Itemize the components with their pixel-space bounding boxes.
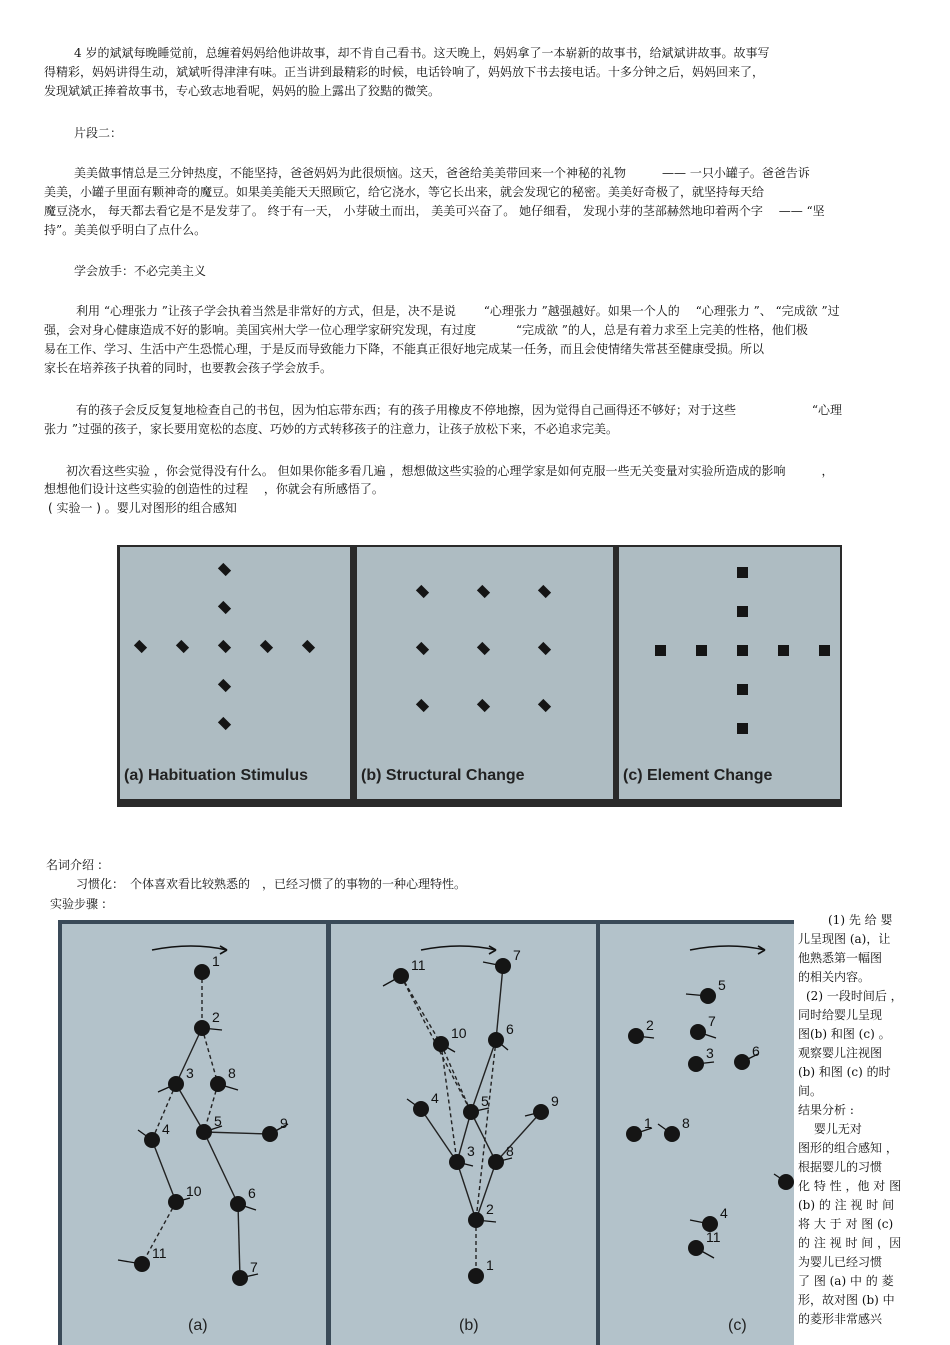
node-dot (690, 1024, 706, 1040)
node-label: 8 (682, 1115, 690, 1131)
para2-line4: 持”。美美似乎明白了点什么。 (44, 223, 207, 237)
panel-element-change (619, 547, 840, 799)
diamond-shape (218, 717, 231, 730)
node-label: 10 (186, 1183, 202, 1199)
para3-line4: 家长在培养孩子执着的同时，也要教会孩子学会放手。 (44, 361, 333, 375)
caption-structural-change: (b) Structural Change (361, 767, 525, 784)
side-line: (b) 的 注 视 时 间 (798, 1198, 895, 1212)
node-dot (688, 1240, 704, 1256)
connection-line (496, 966, 503, 1040)
diagram-b (331, 924, 596, 1345)
diamond-shape (134, 640, 147, 653)
square-shape (737, 723, 748, 734)
side-line: 间。 (798, 1084, 823, 1098)
node-dot (495, 958, 511, 974)
node-label: 1 (486, 1257, 494, 1273)
node-dot (449, 1154, 465, 1170)
side-line: 婴儿无对 (798, 1122, 862, 1136)
node-label: 10 (451, 1025, 467, 1041)
node-label: 5 (718, 977, 726, 993)
side-line: (2) 一段时间后 ， (806, 989, 903, 1003)
node-dot (700, 988, 716, 1004)
node-label: 4 (720, 1205, 728, 1221)
node-dot (168, 1194, 184, 1210)
para5-line1: 初次看这些实验 ，你会觉得没有什么。 但如果你能多看几遍 ，想想做这些实验的心理学家是如何克服一些无关变量对实验所造成的影响 ， (66, 464, 834, 478)
connection-line (496, 1112, 541, 1162)
diamond-shape (538, 642, 551, 655)
side-line: 形，故对图 (b) 中 (798, 1293, 895, 1307)
connection-line (441, 1044, 457, 1162)
node-label: 9 (551, 1093, 559, 1109)
node-label: 6 (752, 1043, 760, 1059)
para1-line2: 得精彩，妈妈讲得生动，斌斌听得津津有味。正当讲到最精彩的时候，电话铃响了，妈妈放下书去接电话。十多分钟之后，妈妈回来了， (44, 65, 765, 79)
diamond-shape (218, 679, 231, 692)
square-shape (696, 645, 707, 656)
node-dot (413, 1101, 429, 1117)
side-line: 儿呈现图 (a)，让 (798, 932, 891, 946)
caption-element-change: (c) Element Change (623, 767, 773, 784)
node-dot (210, 1076, 226, 1092)
node-dot (468, 1212, 484, 1228)
node-dot (628, 1028, 644, 1044)
figure-habituation-stimuli (117, 545, 842, 807)
heading-fragment2: 片段二： (74, 126, 123, 140)
node-dot (230, 1196, 246, 1212)
node-label: 2 (646, 1017, 654, 1033)
node-label: 1 (212, 953, 220, 969)
connection-line (238, 1204, 240, 1278)
caption-a: (a) (188, 1317, 208, 1334)
node-label: 1 (644, 1115, 652, 1131)
side-line: 观察婴儿注视图 (798, 1046, 883, 1060)
side-line: 图(b) 和图 (c) 。 (798, 1027, 891, 1041)
side-line: (b) 和图 (c) 的时 (798, 1065, 891, 1079)
node-label: 8 (506, 1143, 514, 1159)
side-line: 根据婴儿的习惯 (798, 1160, 883, 1174)
node-dot (262, 1126, 278, 1142)
para2-line2: 美美，小罐子里面有颗神奇的魔豆。如果美美能天天照顾它，给它浇水，等它长出来，就会发现它的秘密。美美好奇极了，就坚持每天给 (44, 185, 765, 199)
para3-line1: 利用 “心理张力 ”让孩子学会执着当然是非常好的方式，但是，决不是说 “心理张力 ”越强越好。如果一个人的 “心理张力 ”、 “完成欲 ”过 (76, 304, 840, 318)
node-dot (168, 1076, 184, 1092)
diamond-shape (416, 699, 429, 712)
side-line: 化 特 性 ，他 对 图 (798, 1179, 902, 1193)
experiment1-title: ( 实验一 ) 。婴儿对图形的组合感知 (48, 501, 237, 515)
node-dot (393, 968, 409, 984)
node-label: 11 (411, 957, 426, 973)
node-dot (134, 1256, 150, 1272)
node-label: 4 (162, 1121, 170, 1137)
diamond-shape (176, 640, 189, 653)
square-shape (737, 567, 748, 578)
diamond-shape (260, 640, 273, 653)
panel-a (62, 924, 326, 1345)
node-label: 8 (228, 1065, 236, 1081)
connection-line (176, 1084, 204, 1132)
node-label: 7 (250, 1259, 258, 1275)
diamond-shape (477, 642, 490, 655)
node-dot (488, 1032, 504, 1048)
node-label: 3 (467, 1143, 475, 1159)
node-dot (194, 1020, 210, 1036)
node-label: 4 (431, 1090, 439, 1106)
side-line: 图形的组合感知 ， (798, 1141, 898, 1155)
node-dot (463, 1104, 479, 1120)
diamond-shape (538, 699, 551, 712)
diamond-shape (477, 585, 490, 598)
connection-line (457, 1162, 476, 1220)
connection-line (204, 1132, 238, 1204)
term-habituation: 习惯化： 个体喜欢看比较熟悉的 ，已经习惯了的事物的一种心理特性。 (76, 877, 467, 891)
caption-c: (c) (728, 1317, 747, 1334)
node-dot (196, 1124, 212, 1140)
side-line: 为婴儿已经习惯 (798, 1255, 883, 1269)
node-dot (232, 1270, 248, 1286)
node-dot (778, 1174, 794, 1190)
connection-line (202, 1028, 218, 1084)
connection-line (441, 1044, 471, 1112)
node-dot (533, 1104, 549, 1120)
motion-arrow (690, 946, 765, 950)
node-label: 6 (248, 1185, 256, 1201)
square-shape (655, 645, 666, 656)
node-label: 2 (212, 1009, 220, 1025)
side-line: 的相关内容。 (798, 970, 871, 984)
para1-line1: 4 岁的斌斌每晚睡觉前，总缠着妈妈给他讲故事，却不肯自己看书。这天晚上，妈妈拿了一本崭新的故事书，给斌斌讲故事。故事写 (74, 46, 770, 60)
side-line: (1) 先 给 婴 (828, 913, 893, 927)
motion-arrow (421, 946, 496, 950)
panel-b (331, 924, 596, 1345)
side-line: 结果分析 : (798, 1103, 854, 1117)
figure-node-diagrams (58, 920, 794, 1345)
node-dot (734, 1054, 750, 1070)
diamond-shape (302, 640, 315, 653)
diamond-shape (218, 640, 231, 653)
node-dot (433, 1036, 449, 1052)
connection-line (204, 1132, 270, 1134)
diagram-c (600, 924, 794, 1345)
para2-line1: 美美做事情总是三分钟热度，不能坚持，爸爸妈妈为此很烦恼。这天，爸爸给美美带回来一个神秘的礼物 —— 一只小罐子。爸爸告诉 (74, 166, 810, 180)
node-label: 7 (513, 947, 521, 963)
side-line: 同时给婴儿呈现 (798, 1008, 883, 1022)
side-line: 的 注 视 时 间 ，因 (798, 1236, 902, 1250)
para4-line1: 有的孩子会反反复复地检查自己的书包，因为怕忘带东西；有的孩子用橡皮不停地擦，因为觉得自己画得还不够好；对于这些 “心理 (76, 403, 842, 417)
para3-line2: 强，会对身心健康造成不好的影响。美国宾州大学一位心理学家研究发现，有过度 “完成欲 ”的人，总是有着力求至上完美的性格，他们极 (44, 323, 808, 337)
panel-habituation (120, 547, 350, 799)
square-shape (819, 645, 830, 656)
node-label: 11 (706, 1229, 721, 1245)
para5-line2: 想想他们设计这些实验的创造性的过程 ，你就会有所感悟了。 (44, 482, 384, 496)
connection-line (401, 976, 441, 1044)
terms-title: 名词介绍 : (46, 858, 102, 872)
node-label: 3 (186, 1065, 194, 1081)
square-shape (737, 645, 748, 656)
caption-b: (b) (459, 1317, 479, 1334)
node-dot (626, 1126, 642, 1142)
node-dot (468, 1268, 484, 1284)
node-label: 5 (481, 1093, 489, 1109)
diamond-shape (218, 563, 231, 576)
node-dot (664, 1126, 680, 1142)
diagram-a (62, 924, 326, 1345)
node-label: 9 (280, 1115, 288, 1131)
para4-line2: 张力 ”过强的孩子，家长要用宽松的态度、巧妙的方式转移孩子的注意力，让孩子放松下来，不必追求完美。 (44, 422, 618, 436)
side-line: 他熟悉第一幅图 (798, 951, 883, 965)
node-label: 3 (706, 1045, 714, 1061)
side-line: 了 图 (a) 中 的 菱 (798, 1274, 894, 1288)
square-shape (737, 684, 748, 695)
diamond-shape (416, 585, 429, 598)
panel-structural-change (357, 547, 613, 799)
motion-arrow (152, 946, 227, 950)
connection-line (421, 1109, 457, 1162)
side-line: 的菱形非常感兴 (798, 1312, 883, 1326)
node-dot (688, 1056, 704, 1072)
node-label: 5 (214, 1113, 222, 1129)
panel-c (600, 924, 794, 1345)
diamond-shape (218, 601, 231, 614)
heading-let-go: 学会放手：不必完美主义 (74, 264, 207, 278)
para2-line3: 魔豆浇水， 每天都去看它是不是发芽了。 终于有一天， 小芽破土而出， 美美可兴奋了。 她仔细看， 发现小芽的茎部赫然地印着两个字 —— “坚 (44, 204, 825, 218)
para3-line3: 易在工作、学习、生活中产生恐慌心理，于是反而导致能力下降，不能真正很好地完成某一任务，而且会使情绪失常甚至健康受损。所以 (44, 342, 765, 356)
diamond-shape (538, 585, 551, 598)
caption-habituation: (a) Habituation Stimulus (124, 767, 308, 784)
steps-title: 实验步骤 : (50, 897, 106, 911)
square-shape (778, 645, 789, 656)
node-label: 7 (708, 1013, 716, 1029)
node-label: 2 (486, 1201, 494, 1217)
diamond-shape (416, 642, 429, 655)
experiment-steps-column (798, 911, 910, 1329)
side-line: 将 大 于 对 图 (c) (798, 1217, 894, 1231)
node-dot (194, 964, 210, 980)
diamond-shape (477, 699, 490, 712)
node-label: 11 (152, 1245, 167, 1261)
node-dot (144, 1132, 160, 1148)
square-shape (737, 606, 748, 617)
node-dot (488, 1154, 504, 1170)
para1-line3: 发现斌斌正捧着故事书，专心致志地看呢，妈妈的脸上露出了狡黠的微笑。 (44, 84, 441, 98)
node-label: 6 (506, 1021, 514, 1037)
connection-line (152, 1140, 176, 1202)
